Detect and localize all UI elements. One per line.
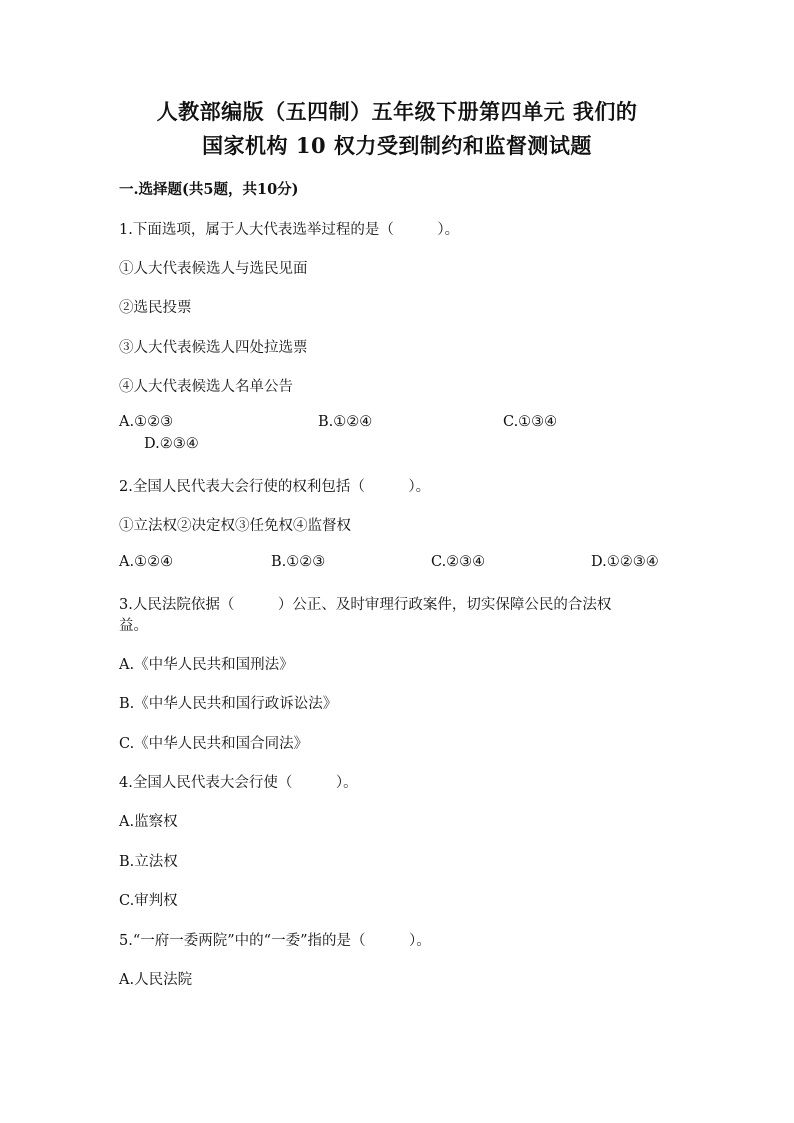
section-heading: 一.选择题(共5题，共10分) [119,181,299,198]
question-2-option-a: A.①②④ [119,554,174,570]
question-1-option-a: A.①②③ [119,414,174,430]
question-1-item: ③人大代表候选人四处拉选票 [119,340,308,356]
question-1-stem: 1.下面选项，属于人大代表选举过程的是（ ）。 [119,222,460,238]
document-title-line-1: 人教部编版（五四制）五年级下册第四单元 我们的 [156,99,638,124]
question-3-option-a: A.《中华人民共和国刑法》 [119,657,294,673]
question-4-option-b: B.立法权 [119,854,178,870]
question-3-option-b: B.《中华人民共和国行政诉讼法》 [119,696,338,712]
question-3-option-c: C.《中华人民共和国合同法》 [119,736,309,752]
question-5-stem: 5.“一府一委两院”中的“一委”指的是（ ）。 [119,933,431,949]
question-1-item: ①人大代表候选人与选民见面 [119,261,308,277]
question-2-stem: 2.全国人民代表大会行使的权利包括（ ）。 [119,479,431,495]
question-4-option-a: A.监察权 [119,814,178,830]
question-5-option-a: A.人民法院 [119,972,193,988]
question-3-stem-line-2: 益。 [119,618,148,634]
question-1-option-d: D.②③④ [144,436,199,452]
question-4-stem: 4.全国人民代表大会行使（ ）。 [119,775,358,791]
question-2-option-d: D.①②③④ [591,554,659,570]
question-2-option-c: C.②③④ [431,554,486,570]
question-1-item: ④人大代表候选人名单公告 [119,379,293,395]
question-1-option-b: B.①②④ [318,414,373,430]
question-3-stem-line-1: 3.人民法院依据（ ）公正、及时审理行政案件，切实保障公民的合法权 [119,597,612,613]
document-title-line-2: 国家机构 10 权力受到制约和监督测试题 [202,133,592,158]
question-1-option-c: C.①③④ [503,414,558,430]
question-2-option-b: B.①②③ [271,554,326,570]
question-4-option-c: C.审判权 [119,893,178,909]
question-1-item: ②选民投票 [119,300,192,316]
question-2-item: ①立法权②决定权③任免权④监督权 [119,518,351,534]
